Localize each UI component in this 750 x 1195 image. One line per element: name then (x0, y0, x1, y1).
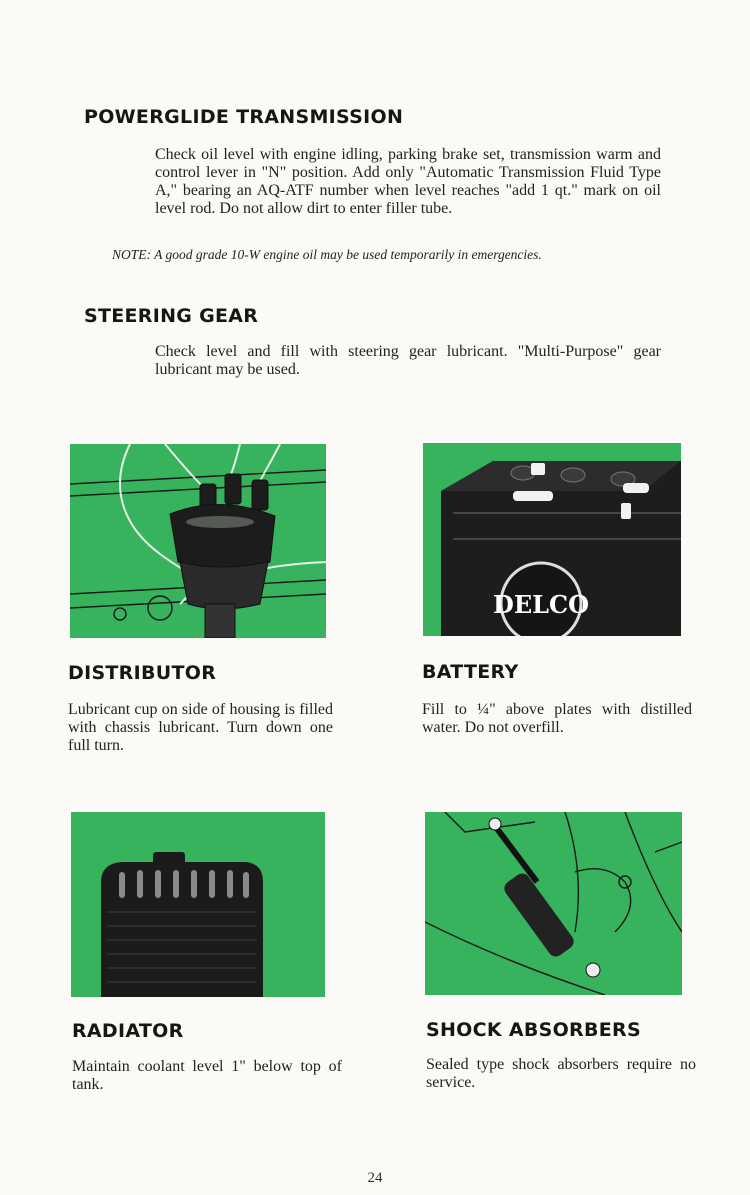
shock-absorber-icon (425, 812, 682, 995)
radiator-heading: RADIATOR (72, 1020, 184, 1042)
distributor-heading: DISTRIBUTOR (68, 662, 217, 684)
delco-label: DELCO (493, 590, 589, 619)
powerglide-text: Check oil level with engine idling, parking brake set, transmission warm and control lever in "N" position. Add only "Automatic Transmission Fluid Type A," bearing an AQ-ATF number when level reaches "add 1 qt." mark on oil level rod. Do not allow dirt to enter filler tube. (155, 146, 661, 217)
battery-illustration (423, 443, 681, 636)
radiator-icon (71, 812, 325, 997)
battery-text: Fill to ¼" above plates with distilled water. Do not overfill. (422, 701, 692, 736)
battery-icon (423, 443, 681, 636)
shock-absorbers-text: Sealed type shock absorbers require no service. (426, 1056, 696, 1091)
radiator-illustration (71, 812, 325, 997)
steering-heading: STEERING GEAR (84, 305, 259, 327)
distributor-illustration (70, 444, 326, 638)
distributor-icon (70, 444, 326, 638)
battery-heading: BATTERY (422, 661, 519, 683)
powerglide-note: NOTE: A good grade 10-W engine oil may be used temporarily in emergencies. (112, 247, 542, 262)
powerglide-heading: POWERGLIDE TRANSMISSION (84, 106, 404, 128)
page-number: 24 (367, 1170, 383, 1186)
shock-absorbers-heading: SHOCK ABSORBERS (426, 1019, 641, 1041)
shock-absorber-illustration (425, 812, 682, 995)
radiator-text: Maintain coolant level 1" below top of tank. (72, 1058, 342, 1093)
steering-text: Check level and fill with steering gear lubricant. "Multi-Purpose" gear lubricant may be used. (155, 343, 661, 378)
distributor-text: Lubricant cup on side of housing is filled with chassis lubricant. Turn down one full turn. (68, 701, 333, 754)
